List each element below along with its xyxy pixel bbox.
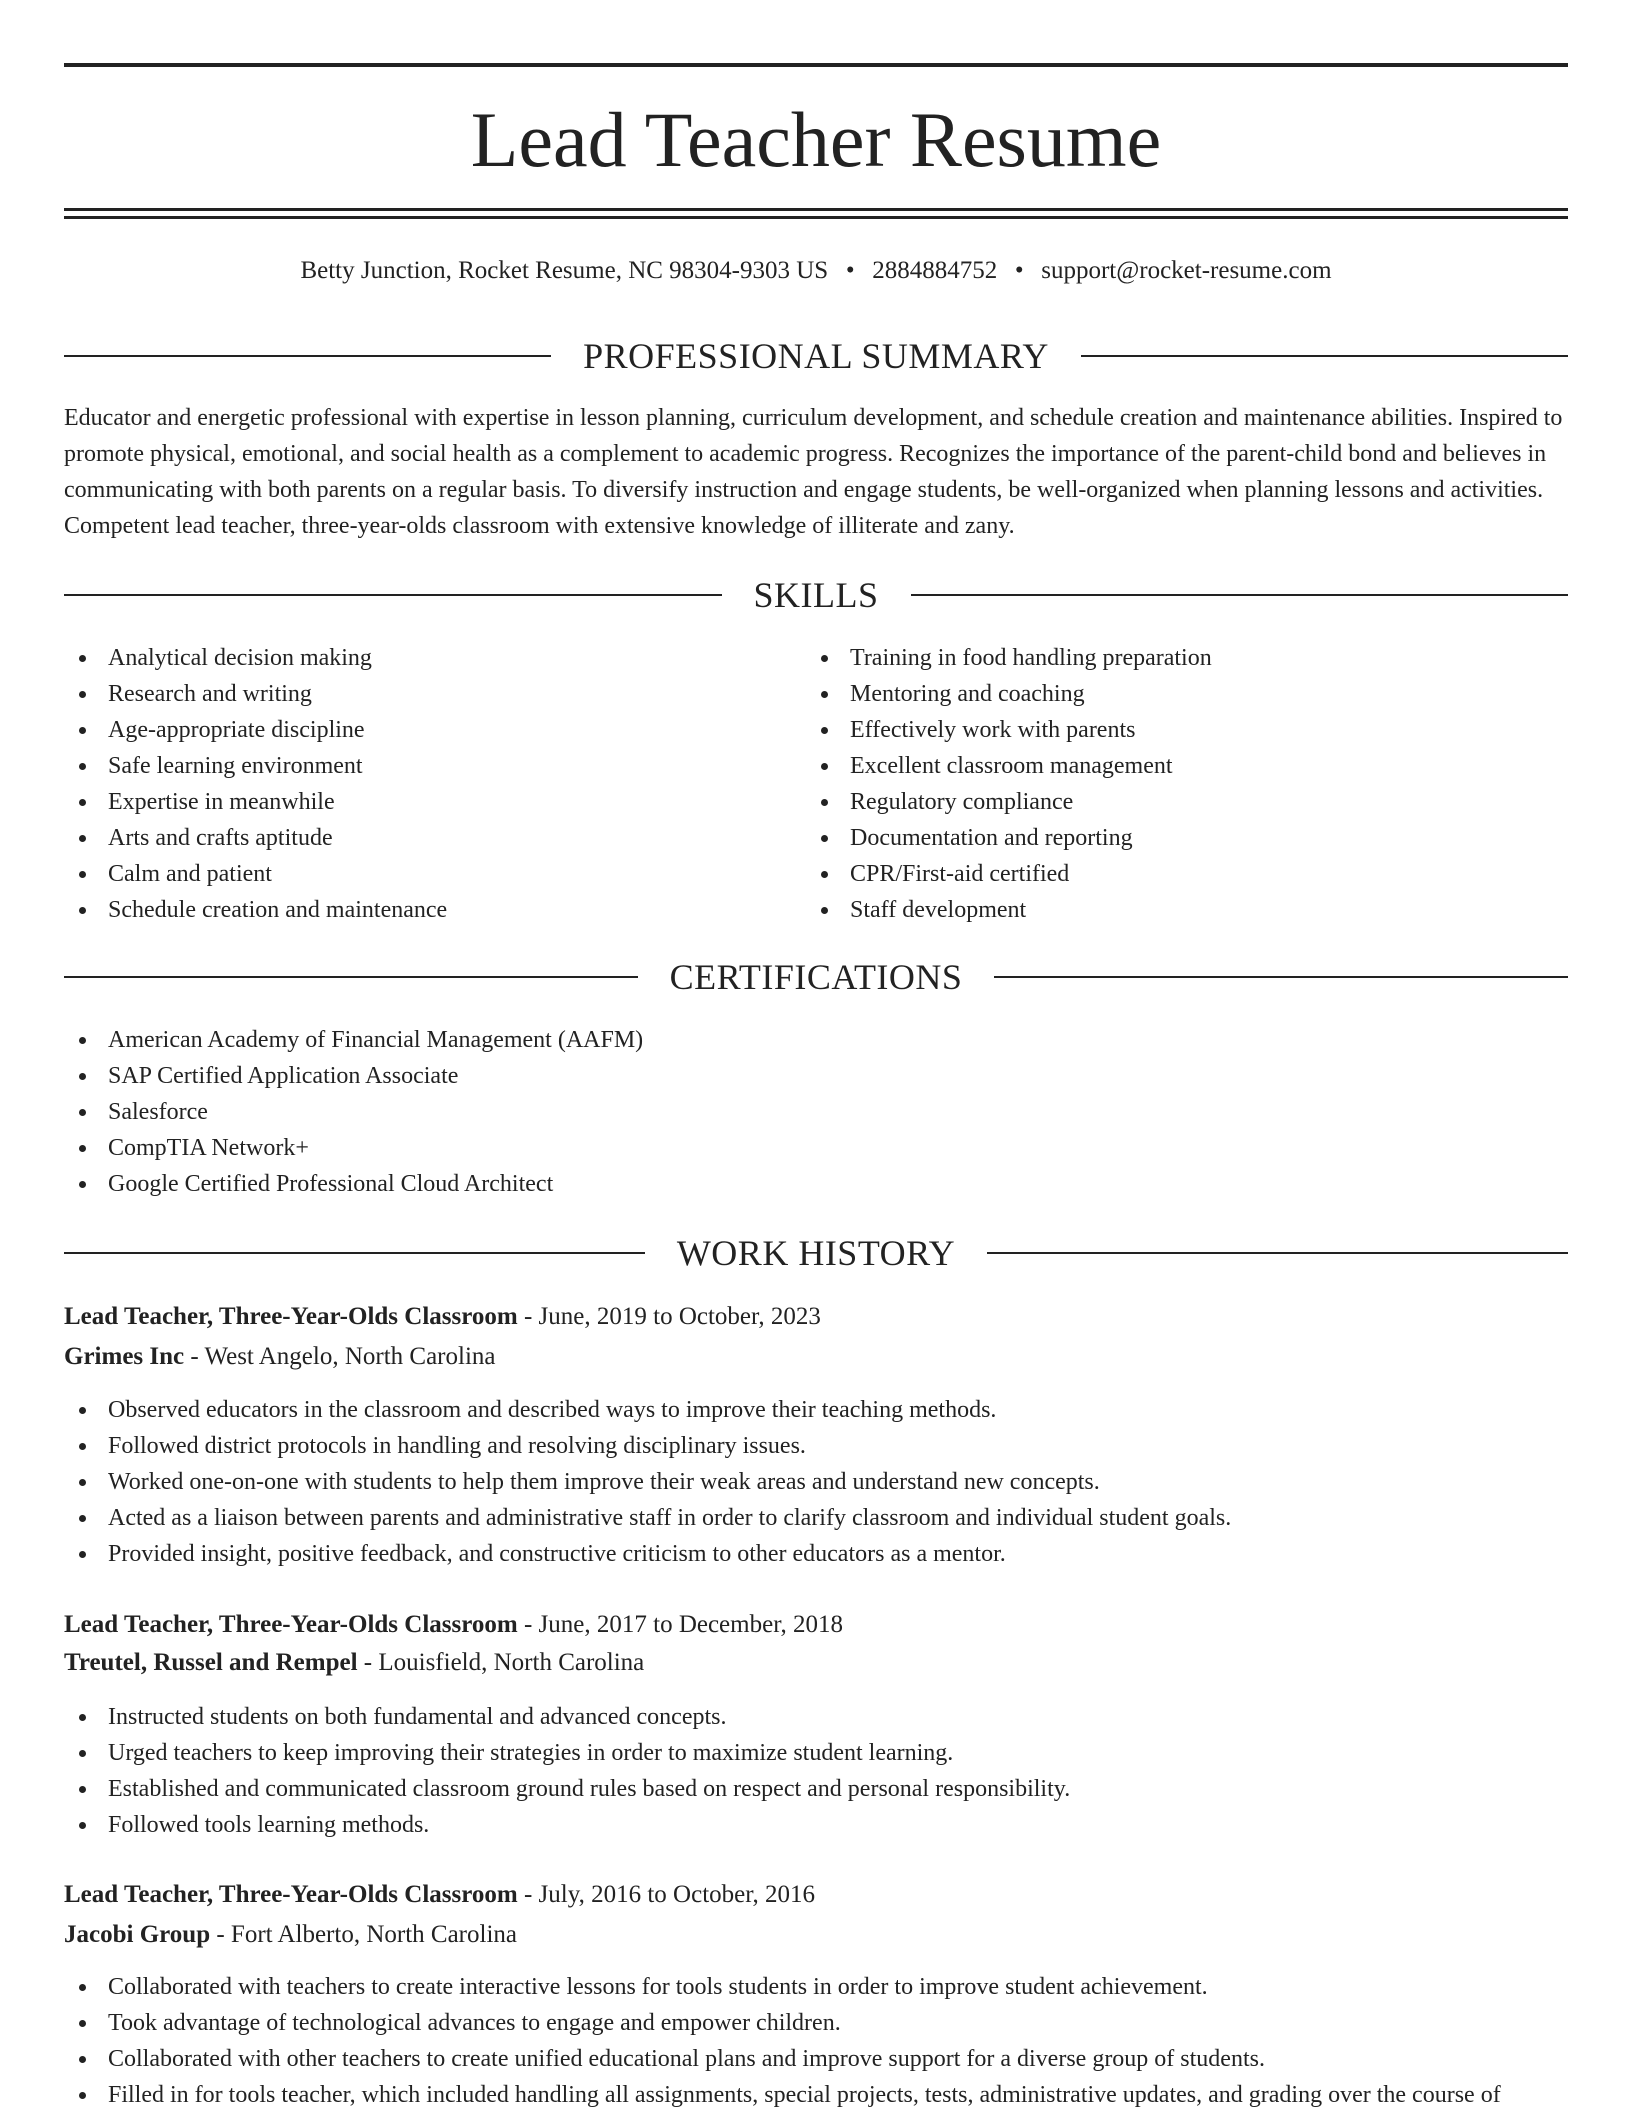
- work-heading: WORK HISTORY: [676, 1233, 956, 1273]
- job-title-line: [64, 1299, 821, 1335]
- skill-item: Documentation and reporting: [806, 820, 1566, 856]
- page-title: Lead Teacher Resume: [470, 96, 1162, 183]
- job-bullet: Established and communicated classroom ground rules based on respect and personal responsibility.: [64, 1771, 1568, 1807]
- header-double-rule: [64, 208, 1568, 219]
- job-company-line: [64, 1339, 496, 1375]
- job-bullet: Collaborated with teachers to create interactive lessons for tools students in order to improve student achievement.: [64, 1969, 1568, 2005]
- contact-phone: 2884884752: [872, 257, 998, 284]
- skill-item: Safe learning environment: [64, 748, 764, 784]
- skill-item: Mentoring and coaching: [806, 676, 1566, 712]
- skill-item: Calm and patient: [64, 856, 764, 892]
- skill-item: Staff development: [806, 892, 1566, 928]
- job-bullet: Took advantage of technological advances to engage and empower children.: [64, 2005, 1568, 2041]
- job-bullet: Urged teachers to keep improving their strategies in order to maximize student learning.: [64, 1735, 1568, 1771]
- contact-address: Betty Junction, Rocket Resume, NC 98304-9303 US: [300, 257, 829, 284]
- skill-item: Regulatory compliance: [806, 784, 1566, 820]
- job-title: Lead Teacher, Three-Year-Olds Classroom: [64, 1303, 518, 1330]
- certification-item: SAP Certified Application Associate: [64, 1058, 1564, 1094]
- job-bullet: Observed educators in the classroom and described ways to improve their teaching methods.: [64, 1392, 1568, 1428]
- certifications-heading: CERTIFICATIONS: [669, 957, 963, 997]
- skill-item: Training in food handling preparation: [806, 640, 1566, 676]
- job-dates: - June, 2017 to December, 2018: [517, 1611, 844, 1638]
- job-bullet: Followed district protocols in handling and resolving disciplinary issues.: [64, 1428, 1568, 1464]
- job-bullet: Followed tools learning methods.: [64, 1807, 1568, 1843]
- contact-separator: •: [845, 257, 855, 284]
- skill-item: Effectively work with parents: [806, 712, 1566, 748]
- contact-separator: •: [1014, 257, 1024, 284]
- heading-rule-right: [1081, 355, 1568, 357]
- job-company-line: [64, 1917, 517, 1953]
- job-bullet: Worked one-on-one with students to help them improve their weak areas and understand new concepts.: [64, 1464, 1568, 1500]
- summary-section-heading: [64, 334, 1568, 378]
- job-bullet: Filled in for tools teacher, which included handling all assignments, special projects, tests, administrative updates, and grading over the course of: [64, 2077, 1568, 2113]
- contact-line: [0, 254, 1632, 288]
- job-bullet: Collaborated with other teachers to create unified educational plans and improve support for a diverse group of students.: [64, 2041, 1568, 2077]
- certifications-section-heading: [64, 955, 1568, 999]
- certification-item: CompTIA Network+: [64, 1130, 1564, 1166]
- certification-item: Salesforce: [64, 1094, 1564, 1130]
- heading-rule-left: [64, 594, 722, 596]
- skill-item: Research and writing: [64, 676, 764, 712]
- certification-item: American Academy of Financial Management (AAFM): [64, 1022, 1564, 1058]
- job-location: - Louisfield, North Carolina: [357, 1649, 645, 1676]
- skill-item: Age-appropriate discipline: [64, 712, 764, 748]
- skills-list-left: [64, 640, 764, 928]
- job-bullets: [64, 1969, 1568, 2113]
- job-title: Lead Teacher, Three-Year-Olds Classroom: [64, 1881, 518, 1908]
- job-company-line: [64, 1645, 644, 1681]
- skill-item: Analytical decision making: [64, 640, 764, 676]
- skill-item: CPR/First-aid certified: [806, 856, 1566, 892]
- heading-rule-right: [994, 976, 1568, 978]
- job-company: Jacobi Group: [64, 1921, 211, 1948]
- certification-item: Google Certified Professional Cloud Architect: [64, 1166, 1564, 1202]
- job-bullet: Provided insight, positive feedback, and constructive criticism to other educators as a mentor.: [64, 1536, 1568, 1572]
- heading-rule-right: [987, 1252, 1568, 1254]
- job-location: - Fort Alberto, North Carolina: [210, 1921, 517, 1948]
- heading-rule-left: [64, 976, 638, 978]
- header-top-rule: [64, 63, 1568, 67]
- job-bullet: Acted as a liaison between parents and administrative staff in order to clarify classroom and individual student goals.: [64, 1500, 1568, 1536]
- skill-item: Schedule creation and maintenance: [64, 892, 764, 928]
- job-company: Grimes Inc: [64, 1343, 185, 1370]
- certifications-list: [64, 1022, 1564, 1202]
- job-dates: - June, 2019 to October, 2023: [517, 1303, 821, 1330]
- heading-rule-right: [911, 594, 1569, 596]
- heading-rule-left: [64, 1252, 645, 1254]
- job-title-line: [64, 1877, 815, 1913]
- job-company: Treutel, Russel and Rempel: [64, 1649, 358, 1676]
- work-section-heading: [64, 1231, 1568, 1275]
- contact-email: support@rocket-resume.com: [1041, 257, 1332, 284]
- job-location: - West Angelo, North Carolina: [184, 1343, 496, 1370]
- skill-item: Excellent classroom management: [806, 748, 1566, 784]
- skills-heading: SKILLS: [753, 575, 879, 615]
- job-dates: - July, 2016 to October, 2016: [517, 1881, 816, 1908]
- skill-item: Expertise in meanwhile: [64, 784, 764, 820]
- summary-text: Educator and energetic professional with expertise in lesson planning, curriculum development, and schedule creation and maintenance abilities. Inspired to promote physical, emotional, and social health as a complement to academic progress. Recognizes the importance of the parent-child bond and believes in communicating with both parents on a regular basis. To diversify instruction and engage students, be well-organized when planning lessons and activities. Competent lead teacher, three-year-olds classroom with extensive knowledge of illiterate and zany.: [64, 405, 1563, 539]
- job-title: Lead Teacher, Three-Year-Olds Classroom: [64, 1611, 518, 1638]
- skills-section-heading: [64, 573, 1568, 617]
- job-title-line: [64, 1607, 843, 1643]
- heading-rule-left: [64, 355, 551, 357]
- summary-heading: PROFESSIONAL SUMMARY: [583, 336, 1049, 376]
- job-bullets: [64, 1392, 1568, 1572]
- skill-item: Arts and crafts aptitude: [64, 820, 764, 856]
- job-bullets: [64, 1699, 1568, 1843]
- job-bullet: Instructed students on both fundamental and advanced concepts.: [64, 1699, 1568, 1735]
- skills-list-right: [806, 640, 1566, 928]
